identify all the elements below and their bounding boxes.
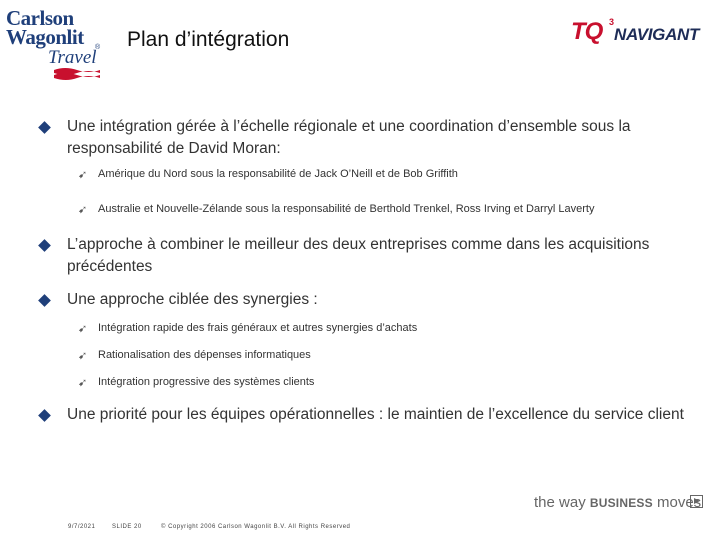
footer-tagline — [534, 494, 701, 511]
play-icon — [690, 495, 703, 508]
flag-icon — [54, 66, 100, 80]
arrow-icon: ➹ — [78, 204, 88, 216]
sub-bullet-text: Intégration rapide des frais généraux et autres synergies d’achats — [98, 322, 418, 334]
page-title: Plan d’intégration — [127, 28, 290, 51]
logo-tq-superscript: 3 — [609, 17, 615, 27]
arrow-icon: ➹ — [78, 323, 88, 335]
bullet-text: Une approche ciblée des synergies : — [67, 291, 318, 308]
logo-navigant: NAVIGANT — [614, 25, 700, 44]
sub-bullet-text: Rationalisation des dépenses informatiques — [98, 349, 311, 361]
logo-tq: TQ — [571, 18, 603, 45]
tagline-business: BUSINESS — [589, 496, 653, 510]
footer-slide-number: SLIDE 20 — [112, 524, 142, 530]
arrow-icon: ➹ — [78, 169, 88, 181]
tagline-post: moves — [652, 494, 702, 511]
diamond-icon — [38, 239, 51, 252]
tq3-navigant-logo — [571, 18, 711, 48]
sub-bullet-text: Intégration progressive des systèmes clients — [98, 376, 315, 388]
arrow-icon: ➹ — [78, 350, 88, 362]
diamond-icon — [38, 409, 51, 422]
logo-line-travel: Travel — [48, 47, 97, 68]
tagline-pre: the way — [534, 494, 590, 511]
diamond-icon — [38, 294, 51, 307]
logo-line-wagonlit: Wagonlit — [6, 25, 84, 49]
footer-date: 9/7/2021 — [68, 524, 96, 530]
logo-registered-mark: ® — [95, 44, 101, 51]
bullet-text: L’approche à combiner le meilleur des deux entreprises comme dans les acquisitions précédentes — [67, 236, 650, 275]
footer-copyright: © Copyright 2006 Carlson Wagonlit B.V. All Rights Reserved — [161, 524, 351, 530]
diamond-icon — [38, 121, 51, 134]
bullet-text: Une intégration gérée à l’échelle régionale et une coordination d’ensemble sous la responsabilité de David Moran: — [67, 118, 631, 157]
sub-bullet-text: Australie et Nouvelle-Zélande sous la responsabilité de Berthold Trenkel, Ross Irving et Darryl Laverty — [98, 203, 595, 215]
sub-bullet-text: Amérique du Nord sous la responsabilité de Jack O’Neill et de Bob Griffith — [98, 168, 458, 180]
carlson-wagonlit-logo — [6, 8, 106, 78]
logo-line-carlson: Carlson — [6, 6, 74, 30]
arrow-icon: ➹ — [78, 377, 88, 389]
bullet-text: Une priorité pour les équipes opérationnelles : le maintien de l’excellence du service client — [67, 406, 684, 423]
